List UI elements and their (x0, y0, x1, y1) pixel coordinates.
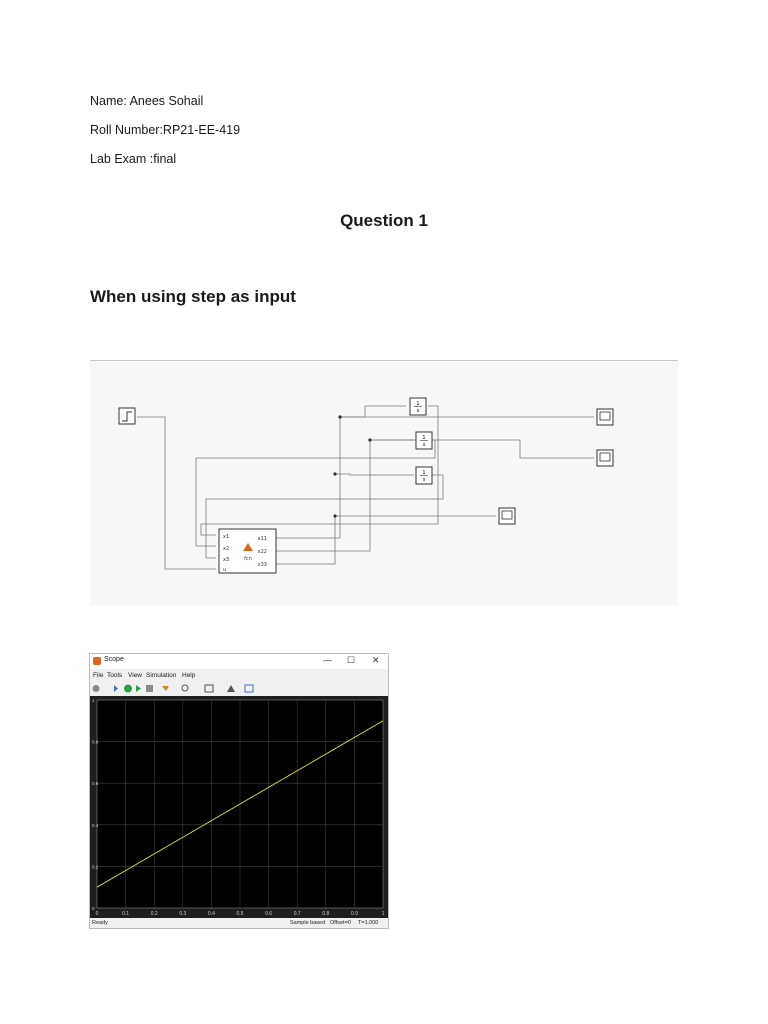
matlab-icon (93, 657, 101, 665)
fcn-input-1: x1 (223, 534, 230, 540)
y-tick-label: 0.4 (92, 822, 99, 828)
highlight-icon[interactable] (162, 686, 169, 691)
signal-wires (137, 406, 594, 569)
y-tick-label: 0.8 (92, 739, 99, 745)
scope-titlebar (90, 654, 388, 669)
scope-window (89, 653, 389, 929)
step-block[interactable] (119, 408, 135, 424)
menu-simulation[interactable]: Simulation (146, 672, 177, 679)
status-offset: Offset=0 (330, 920, 351, 926)
fcn-label: fcn (244, 556, 252, 562)
scope-block-1[interactable] (597, 409, 613, 425)
junction-dots (333, 415, 371, 517)
scope-title: Scope (104, 656, 124, 663)
fcn-output-2: x22 (257, 549, 267, 555)
fcn-input-4: u (223, 567, 227, 573)
integrator-3-num: 1 (422, 470, 426, 476)
y-tick-label: 0.2 (92, 864, 99, 870)
status-mode: Sample based (290, 920, 326, 926)
status-time: T=1.000 (358, 920, 379, 926)
x-tick-label: 0.6 (265, 911, 273, 917)
menu-help[interactable]: Help (182, 672, 196, 679)
sub-heading: When using step as input (90, 287, 296, 306)
menu-tools[interactable]: Tools (107, 672, 123, 679)
x-tick-label: 0.3 (179, 911, 187, 917)
integrator-block-1[interactable] (410, 398, 426, 415)
x-tick-label: 0 (95, 911, 99, 917)
student-name: Name: Anees Sohail (90, 94, 204, 108)
x-tick-label: 0.9 (350, 911, 358, 917)
question-title: Question 1 (340, 211, 428, 230)
y-tick-label: 1 (92, 698, 95, 703)
integrator-3-den: s (422, 477, 426, 483)
stop-icon[interactable] (146, 685, 153, 692)
measurements-icon[interactable] (245, 685, 253, 692)
minimize-icon[interactable]: — (323, 655, 332, 665)
menu-view[interactable]: View (128, 672, 142, 679)
scope-block-2[interactable] (597, 450, 613, 466)
roll-number: Roll Number:RP21-EE-419 (90, 123, 241, 137)
maximize-icon[interactable]: ☐ (347, 655, 356, 665)
scope-statusbar (90, 918, 388, 928)
x-tick-label: 0.4 (207, 911, 215, 917)
menu-file[interactable]: File (93, 672, 104, 679)
x-tick-label: 0.8 (322, 911, 330, 917)
fcn-input-3: x3 (223, 557, 230, 563)
integrator-block-2[interactable] (416, 432, 432, 449)
triggers-icon[interactable] (227, 685, 235, 692)
y-tick-label: 0 (92, 906, 95, 911)
zoom-icon[interactable] (182, 685, 188, 691)
scope-menubar (90, 670, 388, 681)
integrator-2-den: s (422, 442, 426, 448)
integrator-2-num: 1 (422, 435, 426, 441)
integrator-1-num: 1 (416, 401, 420, 407)
x-tick-label: 1 (381, 911, 385, 917)
scope-toolbar (90, 682, 388, 695)
scope-block-3[interactable] (499, 508, 515, 524)
integrator-1-den: s (416, 408, 420, 414)
y-tick-label: 0.6 (92, 781, 99, 787)
integrator-block-3[interactable] (416, 467, 432, 484)
x-tick-label: 0.5 (236, 911, 244, 917)
fcn-output-3: x33 (257, 562, 267, 568)
x-tick-label: 0.2 (150, 911, 158, 917)
simulink-diagram (90, 361, 678, 605)
step-back-icon[interactable] (114, 685, 118, 692)
step-forward-icon[interactable] (136, 685, 141, 692)
status-ready: Ready (92, 920, 108, 926)
close-icon[interactable]: ✕ (372, 655, 380, 665)
fcn-input-2: x2 (223, 546, 230, 552)
fcn-block[interactable] (219, 529, 276, 573)
x-tick-label: 0.1 (122, 911, 130, 917)
run-icon[interactable] (124, 685, 132, 693)
fcn-output-1: x11 (257, 536, 267, 542)
scope-plot (90, 696, 388, 918)
settings-icon[interactable] (93, 685, 100, 692)
x-tick-label: 0.7 (293, 911, 301, 917)
autoscale-icon[interactable] (205, 685, 213, 692)
lab-exam: Lab Exam :final (90, 152, 177, 166)
